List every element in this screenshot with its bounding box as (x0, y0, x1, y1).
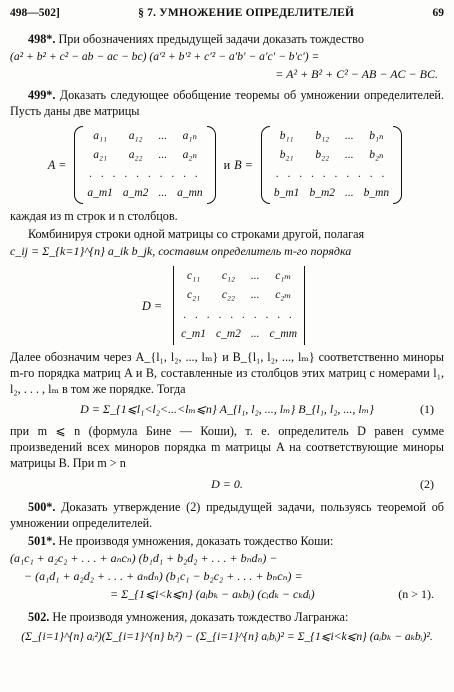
problem-499 (10, 87, 444, 119)
problem-502 (10, 609, 444, 625)
equation-number: (2) (420, 477, 434, 492)
page-number: 69 (432, 7, 444, 19)
problem-number: 502. (28, 609, 50, 624)
matrix-B: b₁₁ b₁₂ ... b₁ₙ b₂₁ b₂₂ ... b₂ₙ . . . . . . . . . . b_m1 b_m2 ... b_mn (261, 126, 402, 205)
matrices-row (10, 126, 444, 205)
problem-number: 500*. (28, 500, 56, 515)
formula-text: D = 0. (211, 477, 243, 492)
equation-number: (1) (420, 402, 434, 417)
problem-498 (10, 31, 444, 47)
formula-line: c_ij = Σ_{k=1}^{n} a_ik b_jk, составим определитель m-го порядка (10, 244, 352, 259)
binet-formula (10, 402, 444, 418)
matrix-A: a₁₁ a₁₂ ... a₁ₙ a₂₁ a₂₂ ... a₂ₙ . . . . . . . . . . a_m1 a_m2 ... a_mn (74, 126, 215, 205)
problem-500 (10, 499, 444, 531)
problem-501 (10, 533, 444, 549)
matrix-label: B = (234, 157, 253, 172)
text-line: каждая из m строк и n столбцов. (10, 209, 178, 224)
problem-text: Доказать утверждение (2) предыдущей задачи, пользуясь теоремой об умножении определителей. (10, 500, 445, 531)
matrix-label: A = (47, 157, 67, 172)
page-header (10, 6, 444, 21)
conjunction: и (223, 157, 231, 172)
formula-line: (a² + b² + c² − ab − ac − bc) (a′² + b′² + c′² − a′b′ − a′c′ − b′c′) = (10, 50, 320, 64)
problem-text: Не производя умножения, доказать тождество Лагранжа: (52, 609, 349, 624)
formula-line: = A² + B² + C² − AB − AC − BC. (275, 66, 438, 81)
formula-line: − (a₁d₁ + a₂d₂ + . . . + aₙdₙ) (b₁c₁ − b₂c₂ + . . . + bₙcₙ) = (24, 569, 303, 584)
lagrange-formula: (Σ_{i=1}^{n} aᵢ²)(Σ_{i=1}^{n} bᵢ²) − (Σ_{i=1}^{n} aᵢbᵢ)² = Σ_{1⩽i<k⩽n} (aᵢbₖ − aₖbᵢ)². (21, 630, 433, 644)
determinant-D: c₁₁ c₁₂ ... c₁ₘ c₂₁ c₂₂ ... c₂ₘ . . . . . . . . . . c_m1 c_m2 ... c_mm (170, 266, 308, 345)
formula-line: (a₁c₁ + a₂c₂ + . . . + aₙcₙ) (b₁d₁ + b₂d₂ + . . . + bₙdₙ) − (10, 551, 278, 566)
problem-number: 501*. (28, 534, 56, 549)
formula-text: = Σ_{1⩽i<k⩽n} (aᵢbₖ − aₖbᵢ) (cᵢdₖ − cₖdᵢ) (110, 587, 315, 602)
header-section: § 7. УМНОЖЕНИЕ ОПРЕДЕЛИТЕЛЕЙ (138, 7, 355, 19)
determinant-row (10, 266, 444, 345)
condition: (n > 1). (398, 587, 434, 602)
problem-number: 498*. (28, 32, 56, 47)
problem-text: При обозначениях предыдущей задачи доказать тождество (58, 32, 364, 47)
problem-text: Доказать следующее обобщение теоремы об умножении определителей. Пусть даны две матрицы (10, 88, 445, 119)
text-block: при m ⩽ n (формула Бине — Коши), т. е. определитель D равен сумме произведений всех миноров порядка m матрицы A на соответствующие миноры матрицы B. При m > n (10, 424, 444, 471)
zero-formula (10, 477, 444, 493)
text-block: Далее обозначим через A_{l₁, l₂, ..., lₘ} и B_{l₁, l₂, ..., lₘ} соответственно миноры m-го порядка матриц A и B, составленные из столбцов этих матриц с номерами l₁, l₂, . . . , lₘ в том же порядке. Тогда (10, 349, 444, 397)
text-line: Комбинируя строки одной матрицы со строками другой, полагая (28, 227, 365, 242)
formula-line (10, 587, 444, 603)
header-range: 498—502] (10, 7, 60, 19)
problem-text: Не производя умножения, доказать тождество Коши: (58, 534, 334, 549)
formula-text: D = Σ_{1⩽l₁<l₂<...<lₘ⩽n} A_{l₁, l₂, ..., lₘ} B_{l₁, l₂, ..., lₘ} (80, 402, 374, 417)
problem-number: 499*. (28, 88, 56, 103)
determinant-label: D = (141, 298, 163, 313)
